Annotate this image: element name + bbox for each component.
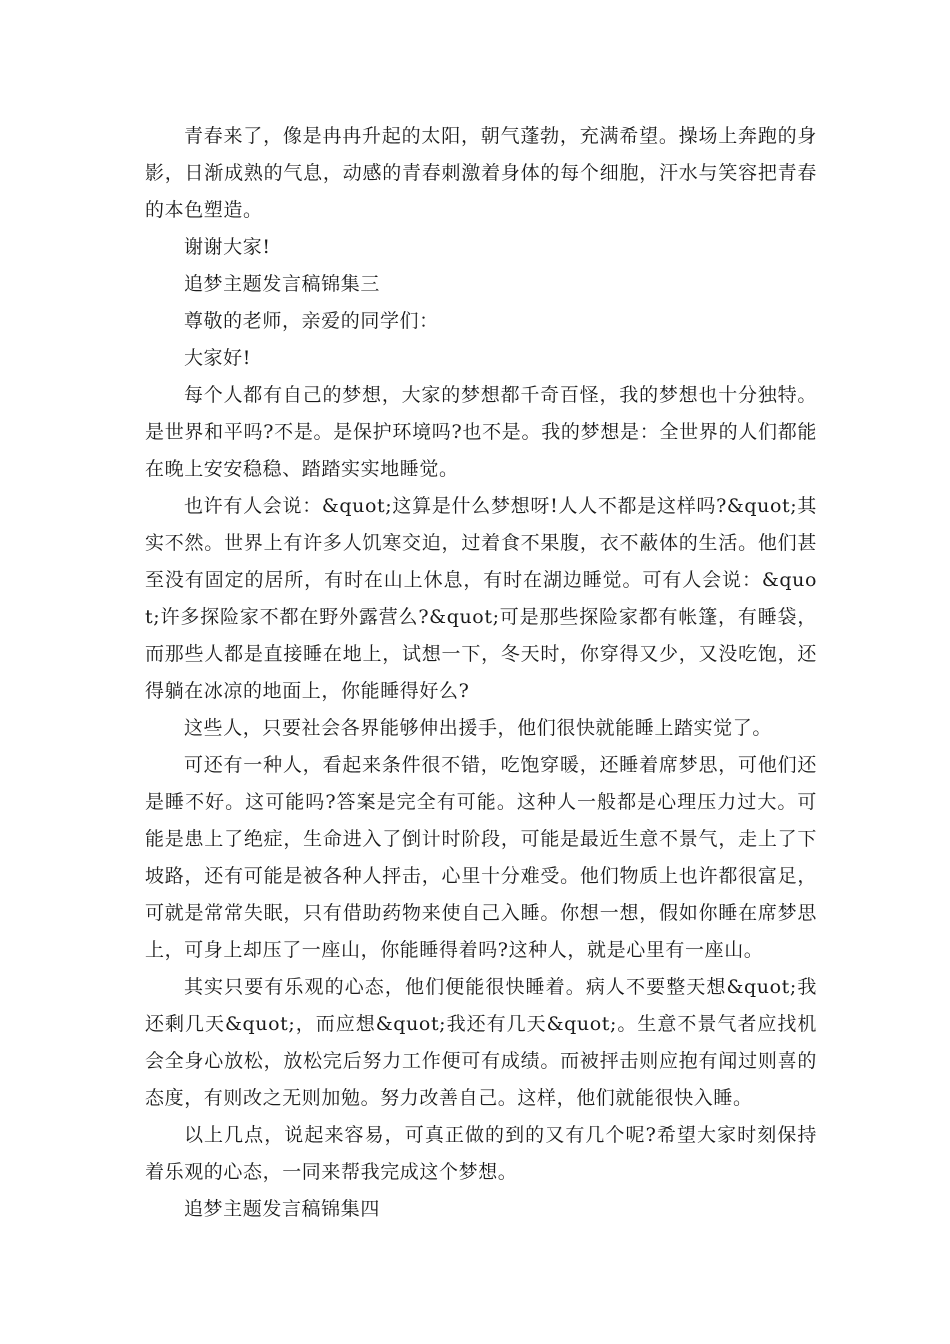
paragraph-conclusion: 以上几点，说起来容易，可真正做的到的又有几个呢?希望大家时刻保持着乐观的心态，一同来帮我完成这个梦想。 — [145, 1124, 817, 1183]
salutation: 尊敬的老师，亲爱的同学们： — [183, 310, 439, 332]
paragraph-help: 这些人，只要社会各界能够伸出援手，他们很快就能睡上踏实觉了。 — [183, 717, 772, 739]
section-title-three: 追梦主题发言稿锦集三 — [183, 273, 380, 295]
paragraph-pressure: 可还有一种人，看起来条件很不错，吃饱穿暖，还睡着席梦思，可他们还是睡不好。这可能吗?答案是完全有可能。这种人一般都是心理压力过大。可能是患上了绝症，生命进入了倒计时阶段，可能是最近生意不景气，走上了下坡路，还有可能是被各种人抨击，心里十分难受。他们物质上也许都很富足，可就是常常失眠，只有借助药物来使自己入睡。你想一想，假如你睡在席梦思上，可身上却压了一座山，你能睡得着吗?这种人，就是心里有一座山。 — [145, 754, 817, 961]
document-body — [145, 118, 817, 1228]
greeting: 大家好! — [183, 347, 251, 369]
paragraph-optimism: 其实只要有乐观的心态，他们便能很快睡着。病人不要整天想&quot;我还剩几天&quot;，而应想&quot;我还有几天&quot;。生意不景气者应找机会全身心放松，放松完后努力工作便可有成绩。而被抨击则应抱有闻过则喜的态度，有则改之无则加勉。努力改善自己。这样，他们就能很快入睡。 — [145, 976, 817, 1109]
paragraph-thanks: 谢谢大家! — [183, 236, 271, 258]
section-title-four: 追梦主题发言稿锦集四 — [183, 1198, 380, 1220]
paragraph-hardship: 也许有人会说：&quot;这算是什么梦想呀!人人不都是这样吗?&quot;其实不然。世界上有许多人饥寒交迫，过着食不果腹，衣不蔽体的生活。他们甚至没有固定的居所，有时在山上休息，有时在湖边睡觉。可有人会说：&quot;许多探险家不都在野外露营么?&quot;可是那些探险家都有帐篷，有睡袋，而那些人都是直接睡在地上，试想一下，冬天时，你穿得又少，又没吃饱，还得躺在冰凉的地面上，你能睡得好么? — [145, 495, 817, 702]
paragraph-youth: 青春来了，像是冉冉升起的太阳，朝气蓬勃，充满希望。操场上奔跑的身影，日渐成熟的气息，动感的青春刺激着身体的每个细胞，汗水与笑容把青春的本色塑造。 — [145, 125, 817, 221]
paragraph-dream: 每个人都有自己的梦想，大家的梦想都千奇百怪，我的梦想也十分独特。是世界和平吗?不是。是保护环境吗?也不是。我的梦想是：全世界的人们都能在晚上安安稳稳、踏踏实实地睡觉。 — [145, 384, 817, 480]
